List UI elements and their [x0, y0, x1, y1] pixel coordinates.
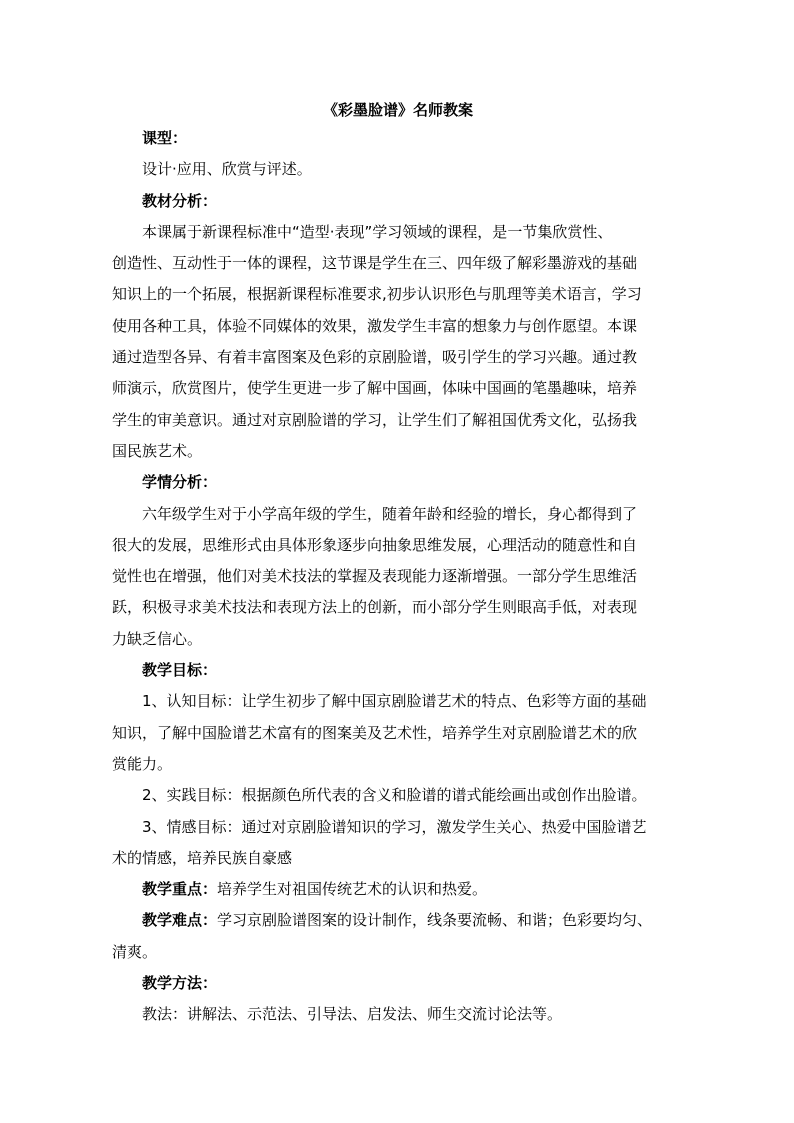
- labeled-line: [112, 905, 684, 936]
- paragraph-line: 术的情感，培养民族自豪感: [112, 848, 293, 867]
- paragraph-line: 赏能力。: [112, 754, 173, 773]
- paragraph-line: 师演示，欣赏图片，使学生更进一步了解中国画，体味中国画的笔墨趣味，培养: [112, 379, 638, 398]
- paragraph-line: 3、情感目标：通过对京剧脸谱知识的学习，激发学生关心、热爱中国脸谱艺: [142, 817, 647, 836]
- section-heading: 课型：: [142, 129, 188, 147]
- paragraph-line: 本课属于新课程标准中“造型·表现”学习领域的课程，是一节集欣赏性、: [142, 222, 613, 241]
- paragraph-line: 清爽。: [112, 942, 158, 961]
- paragraph-line: 学生的审美意识。通过对京剧脸谱的学习，让学生们了解祖国优秀文化，弘扬我: [112, 410, 638, 429]
- paragraph-line: 觉性也在增强，他们对美术技法的掌握及表现能力逐渐增强。一部分学生思维活: [112, 567, 638, 586]
- paragraph-line: 跃，积极寻求美术技法和表现方法上的创新，而小部分学生则眼高手低，对表现: [112, 598, 638, 617]
- paragraph-line: 教法：讲解法、示范法、引导法、启发法、师生交流讨论法等。: [142, 1005, 563, 1024]
- paragraph-line: 通过造型各异、有着丰富图案及色彩的京剧脸谱，吸引学生的学习兴趣。通过教: [112, 348, 638, 367]
- paragraph-line: 知识，了解中国脸谱艺术富有的图案美及艺术性，培养学生对京剧脸谱艺术的欣: [112, 723, 638, 742]
- section-heading: 教材分析：: [142, 191, 218, 210]
- paragraph-line: 使用各种工具，体验不同媒体的效果，激发学生丰富的想象力与创作愿望。本课: [112, 316, 638, 335]
- paragraph-line: 设计·应用、欣赏与评述。: [142, 160, 312, 179]
- paragraph-line: 国民族艺术。: [112, 441, 203, 460]
- inline-label: 教学重点：: [142, 880, 218, 899]
- paragraph-line: 六年级学生对于小学高年级的学生，随着年龄和经验的增长，身心都得到了: [142, 504, 638, 523]
- paragraph-line: 2、实践目标：根据颜色所代表的含义和脸谱的谱式能绘画出或创作出脸谱。: [142, 786, 647, 805]
- document-body: [112, 97, 684, 1031]
- labeled-line: [112, 874, 684, 905]
- inline-text: 培养学生对祖国传统艺术的认识和热爱。: [217, 880, 488, 899]
- section-heading: 教学方法：: [142, 974, 218, 993]
- inline-text: 学习京剧脸谱图案的设计制作，线条要流畅、和谐；色彩要均匀、: [217, 911, 653, 930]
- paragraph-line: 很大的发展，思维形式由具体形象逐步向抽象思维发展，心理活动的随意性和自: [112, 535, 638, 554]
- section-heading: 学情分析：: [142, 473, 218, 492]
- section-heading: 教学目标：: [142, 661, 218, 680]
- document-title: 《彩墨脸谱》名师教案: [322, 101, 473, 119]
- document-lines: [112, 123, 684, 1031]
- inline-label: 教学难点：: [142, 911, 218, 930]
- paragraph-line: 知识上的一个拓展，根据新课程标准要求,初步认识形色与肌理等美术语言，学习: [112, 285, 642, 304]
- paragraph-line: 1、认知目标：让学生初步了解中国京剧脸谱艺术的特点、色彩等方面的基础: [142, 692, 647, 711]
- paragraph-line: 创造性、互动性于一体的课程，这节课是学生在三、四年级了解彩墨游戏的基础: [112, 254, 638, 273]
- paragraph-line: 力缺乏信心。: [112, 629, 203, 648]
